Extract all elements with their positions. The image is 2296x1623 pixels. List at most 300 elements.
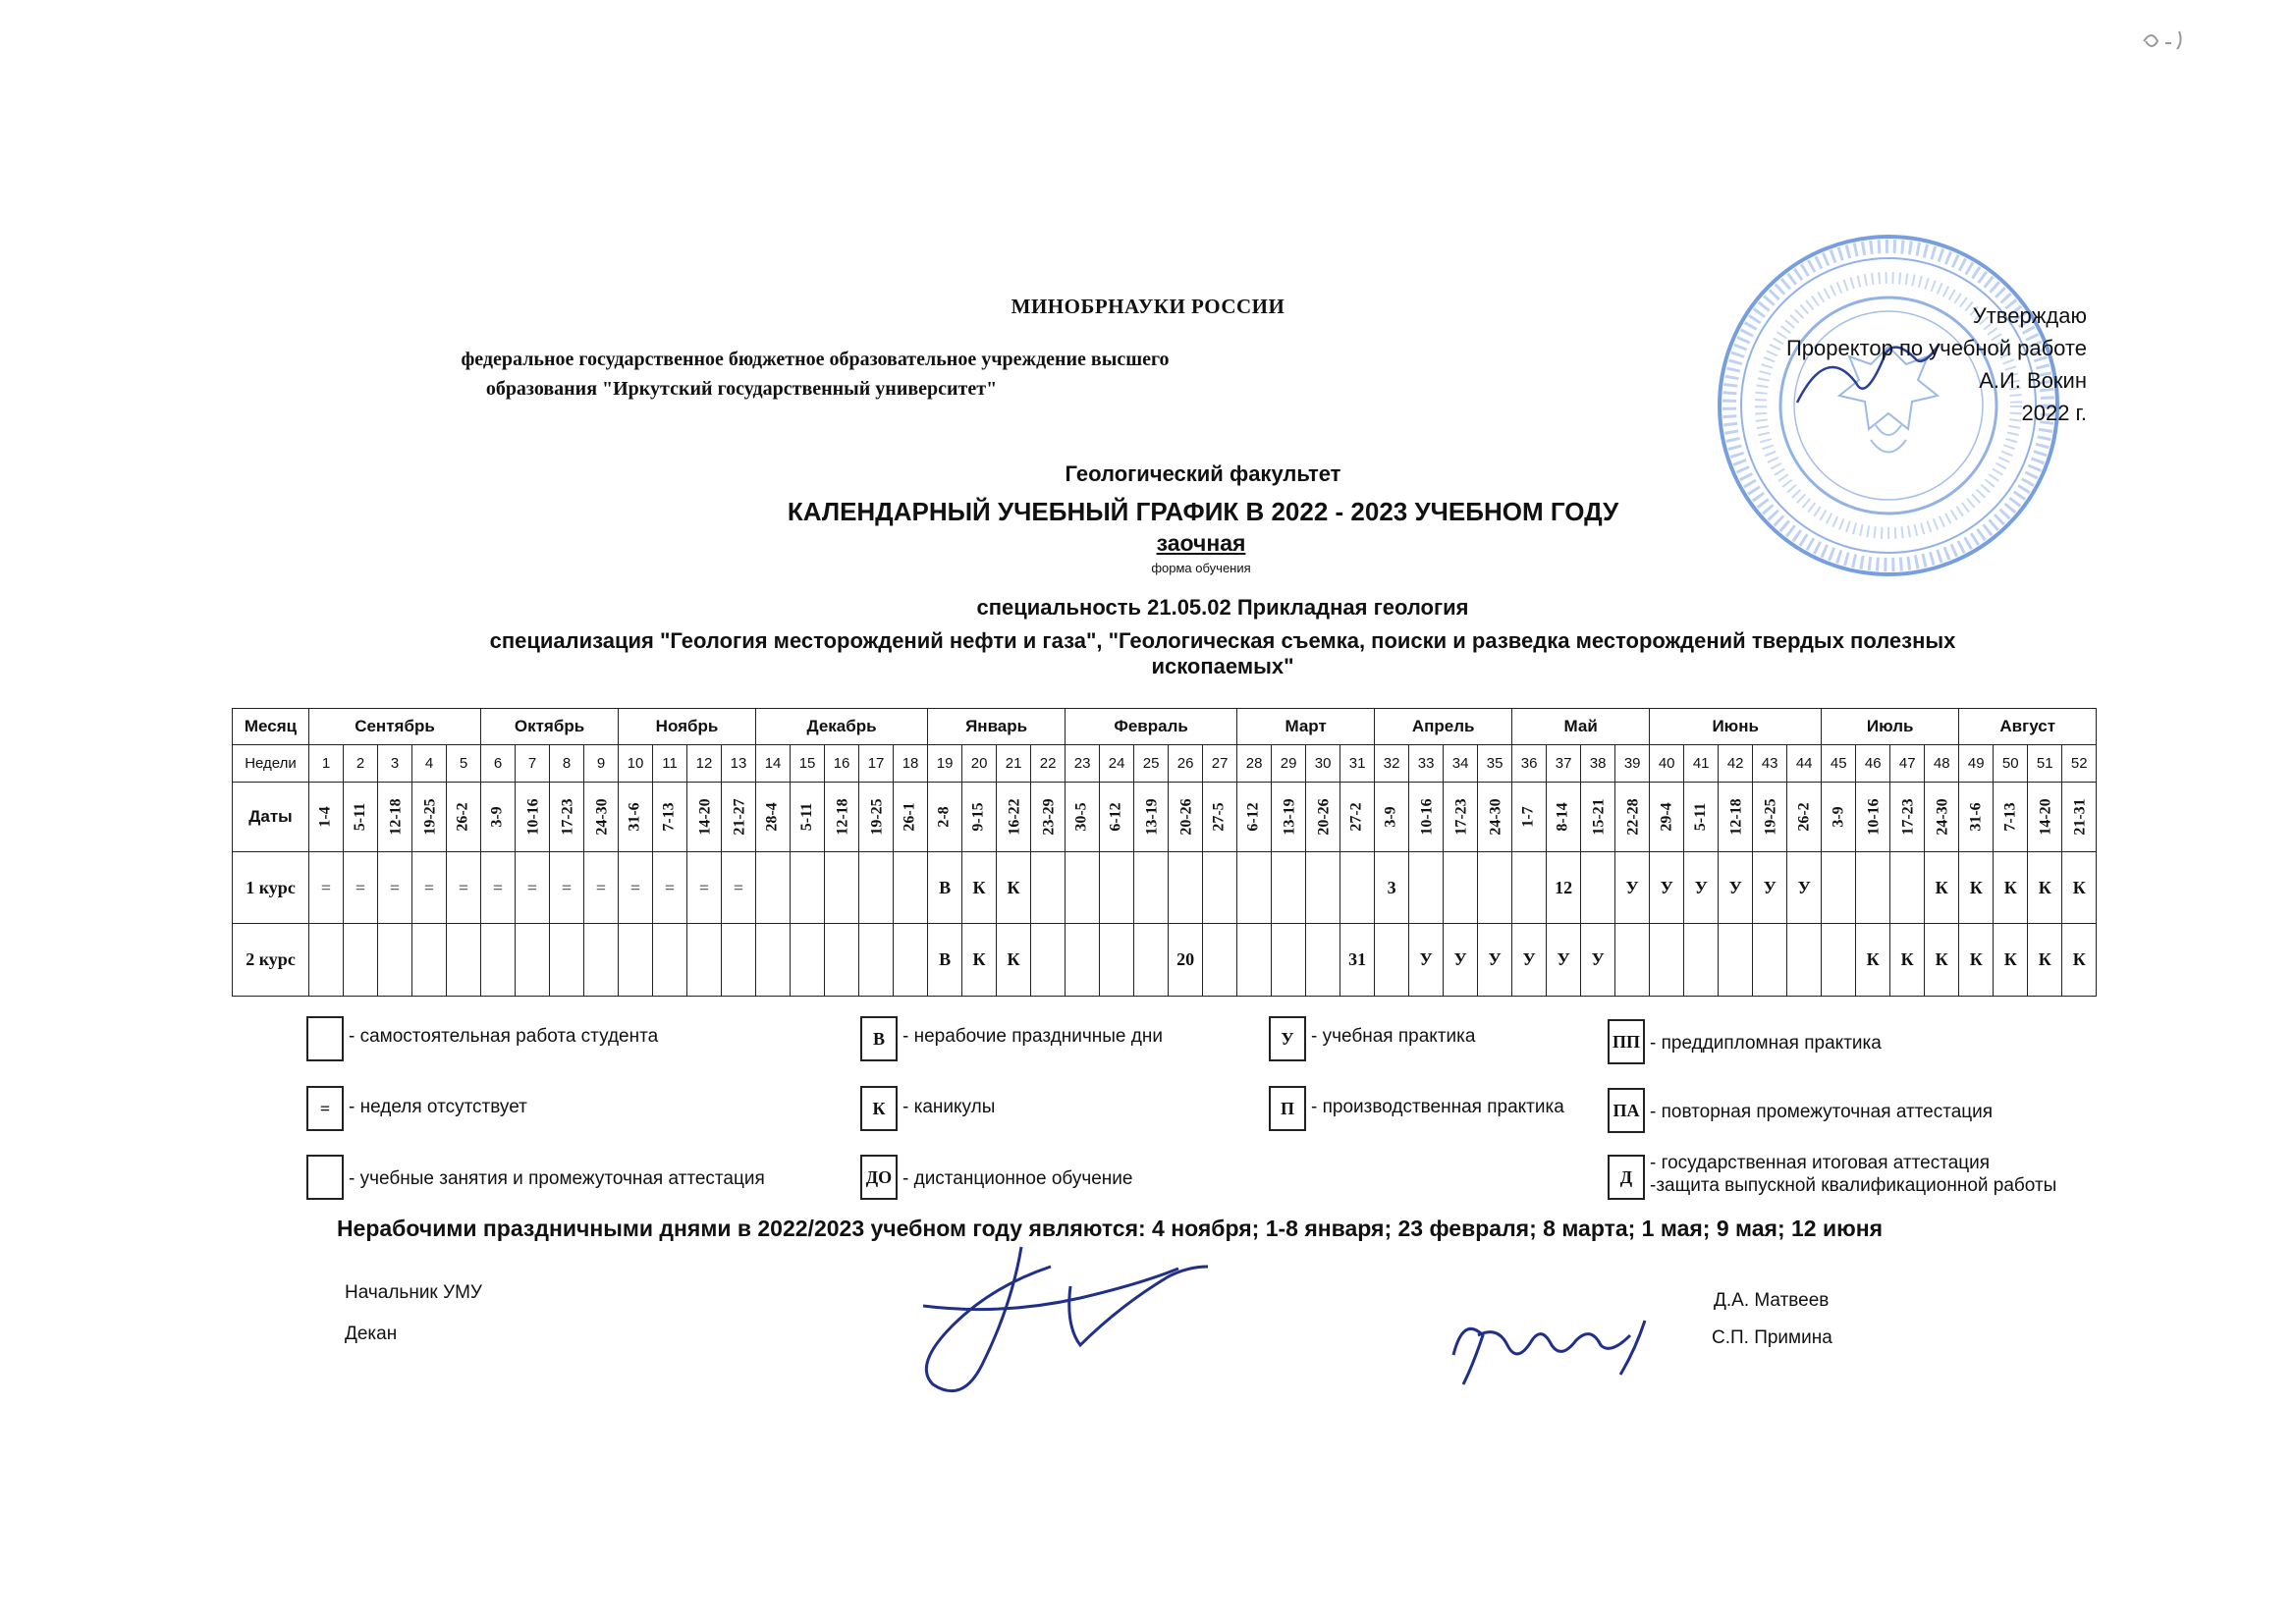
schedule-cell: У bbox=[1409, 924, 1444, 997]
schedule-cell bbox=[1822, 924, 1856, 997]
course-row bbox=[233, 851, 2097, 924]
legend-text: - преддипломная практика bbox=[1650, 1033, 1882, 1054]
schedule-cell bbox=[1340, 851, 1375, 924]
legend-code-box: В bbox=[860, 1016, 898, 1061]
schedule-cell bbox=[1031, 924, 1066, 997]
schedule-cell bbox=[894, 851, 928, 924]
date-cell bbox=[1169, 782, 1203, 851]
schedule-cell: У bbox=[1684, 851, 1719, 924]
week-number: 4 bbox=[412, 745, 447, 782]
specialization-line-1: специализация "Геология месторождений нефти и газа", "Геологическая съемка, поиски и разведка месторождений твердых полезных bbox=[489, 628, 1956, 653]
date-cell bbox=[412, 782, 447, 851]
schedule-cell: В bbox=[928, 924, 962, 997]
schedule-cell bbox=[1409, 851, 1444, 924]
legend-text: - производственная практика bbox=[1311, 1097, 1564, 1117]
schedule-cell: К bbox=[2062, 851, 2097, 924]
legend-text: - повторная промежуточная аттестация bbox=[1650, 1102, 1994, 1122]
week-number: 48 bbox=[1925, 745, 1959, 782]
date-cell bbox=[653, 782, 687, 851]
month-cell: Май bbox=[1512, 709, 1650, 745]
week-number: 28 bbox=[1237, 745, 1272, 782]
week-number: 27 bbox=[1203, 745, 1237, 782]
date-range: 12-18 bbox=[387, 798, 405, 836]
date-cell bbox=[1066, 782, 1100, 851]
schedule-cell bbox=[653, 924, 687, 997]
date-cell bbox=[2062, 782, 2097, 851]
schedule-cell bbox=[1272, 851, 1306, 924]
course-label: 2 курс bbox=[233, 924, 309, 997]
date-cell bbox=[859, 782, 894, 851]
schedule-cell: К bbox=[1856, 924, 1890, 997]
schedule-cell bbox=[791, 851, 825, 924]
week-number: 21 bbox=[997, 745, 1031, 782]
date-range: 9-15 bbox=[970, 802, 988, 832]
schedule-cell: К bbox=[2062, 924, 2097, 997]
week-number: 11 bbox=[653, 745, 687, 782]
schedule-cell bbox=[1066, 851, 1100, 924]
schedule-cell: К bbox=[1959, 924, 1994, 997]
schedule-cell: = bbox=[619, 851, 653, 924]
date-cell bbox=[1031, 782, 1066, 851]
schedule-cell bbox=[1615, 924, 1650, 997]
date-cell bbox=[1547, 782, 1581, 851]
week-number: 33 bbox=[1409, 745, 1444, 782]
legend-text: - нерабочие праздничные дни bbox=[902, 1026, 1163, 1047]
course-label: 1 курс bbox=[233, 851, 309, 924]
organization-line-2: образования "Иркутский государственный университет" bbox=[485, 378, 998, 400]
schedule-cell: У bbox=[1719, 851, 1753, 924]
month-cell: Февраль bbox=[1066, 709, 1237, 745]
week-number: 8 bbox=[550, 745, 584, 782]
schedule-cell bbox=[1169, 851, 1203, 924]
date-cell bbox=[550, 782, 584, 851]
month-cell: Ноябрь bbox=[619, 709, 756, 745]
schedule-cell bbox=[378, 924, 412, 997]
legend-code-box: ДО bbox=[860, 1155, 898, 1200]
schedule-cell: К bbox=[962, 924, 997, 997]
week-number: 30 bbox=[1306, 745, 1340, 782]
date-range: 20-26 bbox=[1177, 798, 1195, 836]
schedule-cell: У bbox=[1615, 851, 1650, 924]
week-number: 10 bbox=[619, 745, 653, 782]
faculty-name: Геологический факультет bbox=[1065, 461, 1341, 486]
organization-line-1: федеральное государственное бюджетное образовательное учреждение высшего bbox=[461, 349, 1170, 370]
schedule-cell: К bbox=[2028, 851, 2062, 924]
schedule-cell: У bbox=[1444, 924, 1478, 997]
date-range: 12-18 bbox=[834, 798, 851, 836]
week-number: 5 bbox=[447, 745, 481, 782]
date-cell bbox=[1375, 782, 1409, 851]
study-form-caption: форма обучения bbox=[1151, 561, 1251, 575]
week-number: 20 bbox=[962, 745, 997, 782]
schedule-cell: = bbox=[722, 851, 756, 924]
schedule-cell bbox=[1684, 924, 1719, 997]
schedule-cell bbox=[1203, 924, 1237, 997]
date-cell bbox=[1478, 782, 1512, 851]
schedule-cell bbox=[412, 924, 447, 997]
date-range: 20-26 bbox=[1315, 798, 1333, 836]
legend-text: - самостоятельная работа студента bbox=[349, 1026, 659, 1047]
schedule-cell: 12 bbox=[1547, 851, 1581, 924]
study-form: заочная bbox=[1156, 530, 1246, 556]
week-number: 17 bbox=[859, 745, 894, 782]
date-range: 6-12 bbox=[1245, 802, 1263, 832]
date-cell bbox=[2028, 782, 2062, 851]
approval-block bbox=[1704, 299, 2087, 429]
date-cell bbox=[1753, 782, 1787, 851]
schedule-cell bbox=[1375, 924, 1409, 997]
date-range: 5-11 bbox=[1692, 802, 1710, 831]
schedule-cell: = bbox=[516, 851, 550, 924]
week-number: 52 bbox=[2062, 745, 2097, 782]
week-number: 47 bbox=[1890, 745, 1925, 782]
approval-line: Утверждаю bbox=[1972, 303, 2087, 328]
schedule-cell: К bbox=[1925, 851, 1959, 924]
date-range: 14-20 bbox=[696, 798, 714, 836]
date-range: 3-9 bbox=[1830, 806, 1847, 828]
week-number: 18 bbox=[894, 745, 928, 782]
date-range: 10-16 bbox=[524, 798, 542, 836]
date-range: 29-4 bbox=[1658, 802, 1675, 832]
date-cell bbox=[928, 782, 962, 851]
schedule-cell: У bbox=[1512, 924, 1547, 997]
date-range: 17-23 bbox=[559, 798, 576, 836]
week-number: 51 bbox=[2028, 745, 2062, 782]
date-cell bbox=[1512, 782, 1547, 851]
schedule-cell: = bbox=[687, 851, 722, 924]
legend-code-box: У bbox=[1269, 1016, 1306, 1061]
date-range: 19-25 bbox=[421, 798, 439, 836]
date-range: 7-13 bbox=[2001, 802, 2019, 832]
schedule-cell: К bbox=[962, 851, 997, 924]
schedule-cell bbox=[584, 924, 619, 997]
schedule-cell bbox=[1650, 924, 1684, 997]
date-range: 8-14 bbox=[1555, 802, 1572, 832]
date-cell bbox=[687, 782, 722, 851]
schedule-cell bbox=[791, 924, 825, 997]
legend-text: - государственная итоговая аттестация bbox=[1650, 1153, 1991, 1173]
approval-line: А.И. Вокин bbox=[1979, 368, 2087, 393]
schedule-cell: 31 bbox=[1340, 924, 1375, 997]
date-cell bbox=[1203, 782, 1237, 851]
date-range: 1-4 bbox=[316, 806, 334, 828]
date-range: 7-13 bbox=[661, 802, 679, 832]
schedule-cell bbox=[1306, 851, 1340, 924]
umu-head-title: Начальник УМУ bbox=[345, 1282, 482, 1303]
legend-code-box: Д bbox=[1608, 1155, 1645, 1200]
course-row bbox=[233, 924, 2097, 997]
ministry-name: МИНОБРНАУКИ РОССИИ bbox=[1011, 295, 1285, 318]
schedule-cell bbox=[859, 851, 894, 924]
date-cell bbox=[378, 782, 412, 851]
date-cell bbox=[447, 782, 481, 851]
schedule-table bbox=[232, 708, 2097, 997]
schedule-cell bbox=[722, 924, 756, 997]
date-cell bbox=[1581, 782, 1615, 851]
schedule-cell: = bbox=[550, 851, 584, 924]
month-label: Месяц bbox=[233, 709, 309, 745]
schedule-cell bbox=[825, 924, 859, 997]
schedule-cell bbox=[1478, 851, 1512, 924]
schedule-cell bbox=[1890, 851, 1925, 924]
week-row bbox=[233, 745, 2097, 782]
date-range: 10-16 bbox=[1418, 798, 1436, 836]
month-cell: Апрель bbox=[1375, 709, 1512, 745]
umu-signature-icon bbox=[903, 1227, 1267, 1424]
pencil-mark-icon bbox=[2136, 22, 2195, 61]
week-number: 22 bbox=[1031, 745, 1066, 782]
week-number: 12 bbox=[687, 745, 722, 782]
legend-code-box bbox=[306, 1016, 344, 1061]
week-number: 3 bbox=[378, 745, 412, 782]
month-cell: Декабрь bbox=[756, 709, 928, 745]
schedule-cell: = bbox=[584, 851, 619, 924]
week-number: 24 bbox=[1100, 745, 1134, 782]
date-range: 27-5 bbox=[1211, 802, 1229, 832]
week-number: 43 bbox=[1753, 745, 1787, 782]
date-range: 23-29 bbox=[1040, 798, 1058, 836]
date-range: 17-23 bbox=[1452, 798, 1470, 836]
schedule-cell: = bbox=[447, 851, 481, 924]
date-range: 1-7 bbox=[1520, 806, 1538, 828]
month-cell: Август bbox=[1959, 709, 2097, 745]
schedule-cell bbox=[1753, 924, 1787, 997]
month-cell: Январь bbox=[928, 709, 1066, 745]
date-cell bbox=[1272, 782, 1306, 851]
date-range: 13-19 bbox=[1143, 798, 1161, 836]
dean-signature-icon bbox=[1439, 1296, 1684, 1394]
schedule-cell: = bbox=[481, 851, 516, 924]
schedule-cell bbox=[1272, 924, 1306, 997]
schedule-cell: = bbox=[309, 851, 344, 924]
umu-head-name: Д.А. Матвеев bbox=[1714, 1290, 1830, 1311]
date-cell bbox=[1856, 782, 1890, 851]
date-range: 10-16 bbox=[1865, 798, 1883, 836]
schedule-cell bbox=[1822, 851, 1856, 924]
date-cell bbox=[1134, 782, 1169, 851]
week-number: 45 bbox=[1822, 745, 1856, 782]
month-cell: Октябрь bbox=[481, 709, 619, 745]
date-cell bbox=[1684, 782, 1719, 851]
date-range: 22-28 bbox=[1624, 798, 1642, 836]
schedule-cell bbox=[1237, 851, 1272, 924]
schedule-cell bbox=[1237, 924, 1272, 997]
schedule-cell bbox=[687, 924, 722, 997]
week-number: 32 bbox=[1375, 745, 1409, 782]
schedule-cell bbox=[619, 924, 653, 997]
schedule-cell bbox=[756, 851, 791, 924]
week-number: 13 bbox=[722, 745, 756, 782]
week-number: 19 bbox=[928, 745, 962, 782]
schedule-cell bbox=[1719, 924, 1753, 997]
specialty: специальность 21.05.02 Прикладная геология bbox=[976, 595, 1469, 620]
date-range: 17-23 bbox=[1899, 798, 1917, 836]
week-number: 29 bbox=[1272, 745, 1306, 782]
legend-text: - учебная практика bbox=[1311, 1026, 1476, 1047]
schedule-cell: У bbox=[1478, 924, 1512, 997]
schedule-cell: = bbox=[344, 851, 378, 924]
date-range: 26-2 bbox=[455, 802, 472, 832]
date-cell bbox=[722, 782, 756, 851]
schedule-cell: 20 bbox=[1169, 924, 1203, 997]
date-range: 13-19 bbox=[1281, 798, 1298, 836]
legend-code-box bbox=[306, 1155, 344, 1200]
week-number: 16 bbox=[825, 745, 859, 782]
date-cell bbox=[1340, 782, 1375, 851]
date-range: 28-4 bbox=[764, 802, 782, 832]
month-cell: Сентябрь bbox=[309, 709, 481, 745]
legend-text: - неделя отсутствует bbox=[349, 1097, 527, 1117]
week-number: 39 bbox=[1615, 745, 1650, 782]
date-cell bbox=[1822, 782, 1856, 851]
schedule-cell: У bbox=[1547, 924, 1581, 997]
schedule-cell: К bbox=[997, 924, 1031, 997]
schedule-cell bbox=[1306, 924, 1340, 997]
specialization-line-2: ископаемых" bbox=[1151, 654, 1294, 678]
date-cell bbox=[619, 782, 653, 851]
date-range: 5-11 bbox=[351, 802, 368, 831]
schedule-cell bbox=[1100, 851, 1134, 924]
schedule-cell bbox=[1100, 924, 1134, 997]
schedule-cell: У bbox=[1581, 924, 1615, 997]
schedule-cell bbox=[1134, 924, 1169, 997]
schedule-cell: = bbox=[378, 851, 412, 924]
schedule-cell bbox=[1512, 851, 1547, 924]
schedule-cell: К bbox=[2028, 924, 2062, 997]
date-range: 26-1 bbox=[902, 802, 919, 832]
week-number: 9 bbox=[584, 745, 619, 782]
date-range: 14-20 bbox=[2037, 798, 2054, 836]
schedule-cell: = bbox=[653, 851, 687, 924]
date-cell bbox=[1994, 782, 2028, 851]
date-range: 24-30 bbox=[1487, 798, 1504, 836]
date-cell bbox=[791, 782, 825, 851]
date-cell bbox=[1409, 782, 1444, 851]
week-number: 34 bbox=[1444, 745, 1478, 782]
week-number: 38 bbox=[1581, 745, 1615, 782]
dean-title: Декан bbox=[345, 1324, 398, 1344]
date-cell bbox=[344, 782, 378, 851]
date-cell bbox=[1650, 782, 1684, 851]
schedule-cell bbox=[1031, 851, 1066, 924]
week-number: 26 bbox=[1169, 745, 1203, 782]
week-number: 37 bbox=[1547, 745, 1581, 782]
date-cell bbox=[825, 782, 859, 851]
document-title: КАЛЕНДАРНЫЙ УЧЕБНЫЙ ГРАФИК В 2022 - 2023 УЧЕБНОМ ГОДУ bbox=[787, 497, 1619, 526]
legend-text: - каникулы bbox=[902, 1097, 996, 1117]
date-range: 30-5 bbox=[1073, 802, 1091, 832]
dean-name: С.П. Примина bbox=[1712, 1327, 1832, 1348]
date-cell bbox=[584, 782, 619, 851]
week-number: 42 bbox=[1719, 745, 1753, 782]
week-number: 15 bbox=[791, 745, 825, 782]
legend-code-box: = bbox=[306, 1086, 344, 1131]
date-cell bbox=[1890, 782, 1925, 851]
week-number: 35 bbox=[1478, 745, 1512, 782]
schedule-cell: У bbox=[1787, 851, 1822, 924]
schedule-cell bbox=[1066, 924, 1100, 997]
date-range: 27-2 bbox=[1348, 802, 1366, 832]
schedule-cell: К bbox=[1994, 924, 2028, 997]
legend-code-box: П bbox=[1269, 1086, 1306, 1131]
week-number: 1 bbox=[309, 745, 344, 782]
schedule-cell bbox=[344, 924, 378, 997]
dates-row bbox=[233, 782, 2097, 851]
week-number: 7 bbox=[516, 745, 550, 782]
schedule-cell bbox=[825, 851, 859, 924]
schedule-cell bbox=[1787, 924, 1822, 997]
schedule-cell: В bbox=[928, 851, 962, 924]
date-range: 24-30 bbox=[1934, 798, 1951, 836]
schedule-cell bbox=[894, 924, 928, 997]
week-number: 50 bbox=[1994, 745, 2028, 782]
week-number: 14 bbox=[756, 745, 791, 782]
schedule-cell: У bbox=[1753, 851, 1787, 924]
schedule-cell: К bbox=[1959, 851, 1994, 924]
date-range: 24-30 bbox=[593, 798, 611, 836]
date-range: 3-9 bbox=[489, 806, 507, 828]
schedule-cell: К bbox=[997, 851, 1031, 924]
date-cell bbox=[1959, 782, 1994, 851]
date-cell bbox=[1444, 782, 1478, 851]
month-cell: Июль bbox=[1822, 709, 1959, 745]
schedule-cell bbox=[756, 924, 791, 997]
schedule-cell: К bbox=[1925, 924, 1959, 997]
date-range: 2-8 bbox=[936, 806, 954, 828]
date-cell bbox=[1615, 782, 1650, 851]
week-number: 31 bbox=[1340, 745, 1375, 782]
date-cell bbox=[516, 782, 550, 851]
schedule-cell: = bbox=[412, 851, 447, 924]
month-cell: Июнь bbox=[1650, 709, 1822, 745]
date-range: 15-21 bbox=[1590, 798, 1608, 836]
schedule-cell bbox=[481, 924, 516, 997]
date-range: 12-18 bbox=[1727, 798, 1745, 836]
dates-label: Даты bbox=[233, 782, 309, 851]
date-cell bbox=[962, 782, 997, 851]
week-number: 44 bbox=[1787, 745, 1822, 782]
schedule-cell bbox=[1203, 851, 1237, 924]
week-number: 2 bbox=[344, 745, 378, 782]
date-range: 3-9 bbox=[1383, 806, 1400, 828]
week-number: 40 bbox=[1650, 745, 1684, 782]
week-number: 41 bbox=[1684, 745, 1719, 782]
legend-text: - дистанционное обучение bbox=[902, 1168, 1133, 1189]
date-range: 6-12 bbox=[1108, 802, 1125, 832]
date-range: 21-31 bbox=[2071, 798, 2089, 836]
date-cell bbox=[1306, 782, 1340, 851]
schedule-cell bbox=[859, 924, 894, 997]
approval-line: 2022 г. bbox=[2021, 401, 2087, 425]
date-cell bbox=[894, 782, 928, 851]
week-number: 23 bbox=[1066, 745, 1100, 782]
date-cell bbox=[756, 782, 791, 851]
schedule-cell bbox=[447, 924, 481, 997]
schedule-cell bbox=[1856, 851, 1890, 924]
approval-line: Проректор по учебной работе bbox=[1785, 336, 2087, 360]
legend-text-2: -защита выпускной квалификационной работы bbox=[1650, 1175, 2057, 1196]
week-number: 49 bbox=[1959, 745, 1994, 782]
schedule-cell bbox=[516, 924, 550, 997]
schedule-cell bbox=[1581, 851, 1615, 924]
date-cell bbox=[1719, 782, 1753, 851]
date-range: 5-11 bbox=[798, 802, 816, 831]
weeks-label: Недели bbox=[233, 745, 309, 782]
schedule-cell: К bbox=[1994, 851, 2028, 924]
schedule-cell bbox=[309, 924, 344, 997]
legend-code-box: ПА bbox=[1608, 1088, 1645, 1133]
week-number: 6 bbox=[481, 745, 516, 782]
